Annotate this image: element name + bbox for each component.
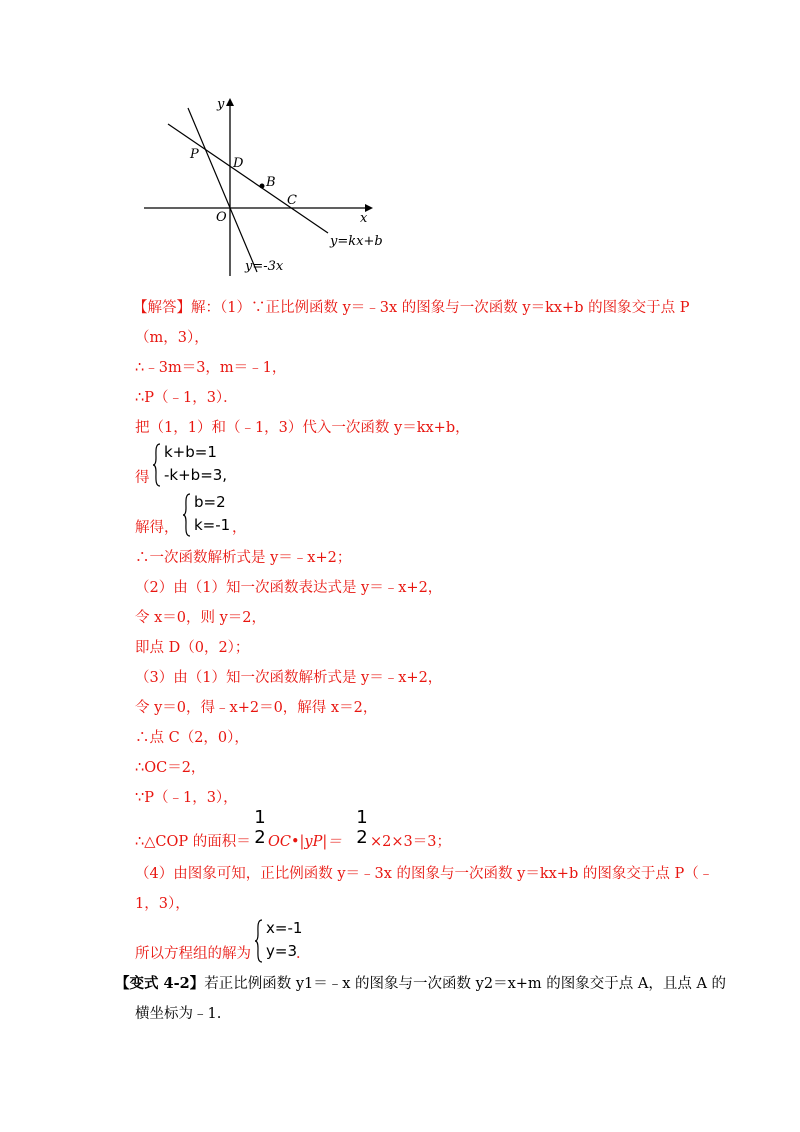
system2-suffix: ，: [232, 520, 247, 536]
function-graph: [140, 90, 400, 280]
variant-header: 【变式 4-2】: [115, 975, 205, 992]
solution-line-4: ∴P（﹣1，3）．: [135, 390, 238, 406]
variant-line-2: 横坐标为﹣1.: [135, 1006, 222, 1022]
solution-line-1: [133, 298, 689, 318]
fraction-numerator: 1: [254, 807, 266, 828]
fraction-denominator: 2: [356, 827, 368, 848]
brace-icon: [182, 492, 192, 538]
solution-line-7: （2）由（1）知一次函数表达式是 y＝﹣x+2，: [135, 580, 443, 596]
half-fraction-1: [253, 808, 267, 848]
system1-eq1: k+b=1: [164, 443, 217, 461]
point-b-label: B: [266, 175, 276, 190]
solution-line-10: （3）由（1）知一次函数解析式是 y＝﹣x+2，: [135, 670, 443, 686]
solution-line-16: 1，3），: [135, 896, 190, 912]
equation-system-1: [152, 442, 252, 488]
origin-label: O: [216, 210, 227, 225]
point-d-label: D: [233, 156, 244, 171]
solution-line-14: ∵P（﹣1，3），: [135, 790, 238, 806]
system3-eq1: x=-1: [266, 919, 303, 937]
line-kx-b-label: y=kx+b: [330, 234, 383, 249]
area-prefix: ∴△COP 的面积＝: [135, 834, 251, 850]
system3-suffix: ．: [296, 946, 311, 962]
line-kx-b: [168, 124, 328, 233]
system3-eq2: y=3: [266, 942, 297, 960]
solution-line-5: 把（1，1）和（﹣1，3）代入一次函数 y＝kx+b，: [135, 420, 470, 436]
solution-line-13: ∴OC＝2，: [135, 760, 206, 776]
fraction-numerator: 1: [356, 807, 368, 828]
solution-line-11: 令 y＝0，得﹣x+2＝0，解得 x＝2，: [135, 700, 378, 716]
system2-eq1: b=2: [194, 493, 226, 511]
solution-line-3: ∴﹣3m＝3，m＝﹣1，: [135, 360, 287, 376]
brace-icon: [254, 918, 264, 964]
point-b-dot: [260, 184, 265, 189]
y-axis-label: y: [217, 97, 225, 112]
system2-eq2: k=-1: [194, 516, 231, 534]
variant-text-1: 若正比例函数 y1＝﹣x 的图象与一次函数 y2＝x+m 的图象交于点 A，且点 A 的: [204, 976, 727, 992]
solution-line-2: （m，3），: [135, 330, 209, 346]
point-c-label: C: [287, 193, 297, 208]
system2-prefix: 解得，: [135, 520, 179, 536]
x-axis-label: x: [360, 211, 368, 226]
variant-line-1: [115, 974, 726, 994]
y-axis-arrow: [226, 98, 234, 106]
area-end: ×2×3＝3；: [370, 834, 451, 850]
answer-header: 【解答】: [133, 300, 191, 316]
system1-eq2: -k+b=3,: [164, 466, 228, 484]
equation-system-2: [182, 492, 262, 538]
solution-line-6: ∴一次函数解析式是 y＝﹣x+2；: [135, 550, 352, 566]
solution-line-9: 即点 D（0，2）；: [135, 640, 250, 656]
system1-prefix: 得: [135, 470, 150, 486]
system3-prefix: 所以方程组的解为: [135, 946, 251, 962]
solution-line-12: ∴点 C（2，0），: [135, 730, 249, 746]
point-p-label: P: [190, 147, 199, 162]
line-neg3x-label: y=-3x: [245, 259, 284, 274]
brace-icon: [152, 442, 162, 488]
solution-line-8: 令 x＝0，则 y＝2，: [135, 610, 267, 626]
solution-text-1: 解：（1）∵正比例函数 y＝﹣3x 的图象与一次函数 y＝kx+b 的图象交于点 P: [191, 300, 690, 316]
line-neg3x: [188, 108, 257, 272]
half-fraction-2: [355, 808, 369, 848]
fraction-denominator: 2: [254, 827, 266, 848]
area-mid: OC•|yP|＝: [268, 834, 342, 850]
solution-line-15: （4）由图象可知，正比例函数 y＝﹣3x 的图象与一次函数 y＝kx+b 的图象交于点 P（﹣: [135, 866, 714, 882]
